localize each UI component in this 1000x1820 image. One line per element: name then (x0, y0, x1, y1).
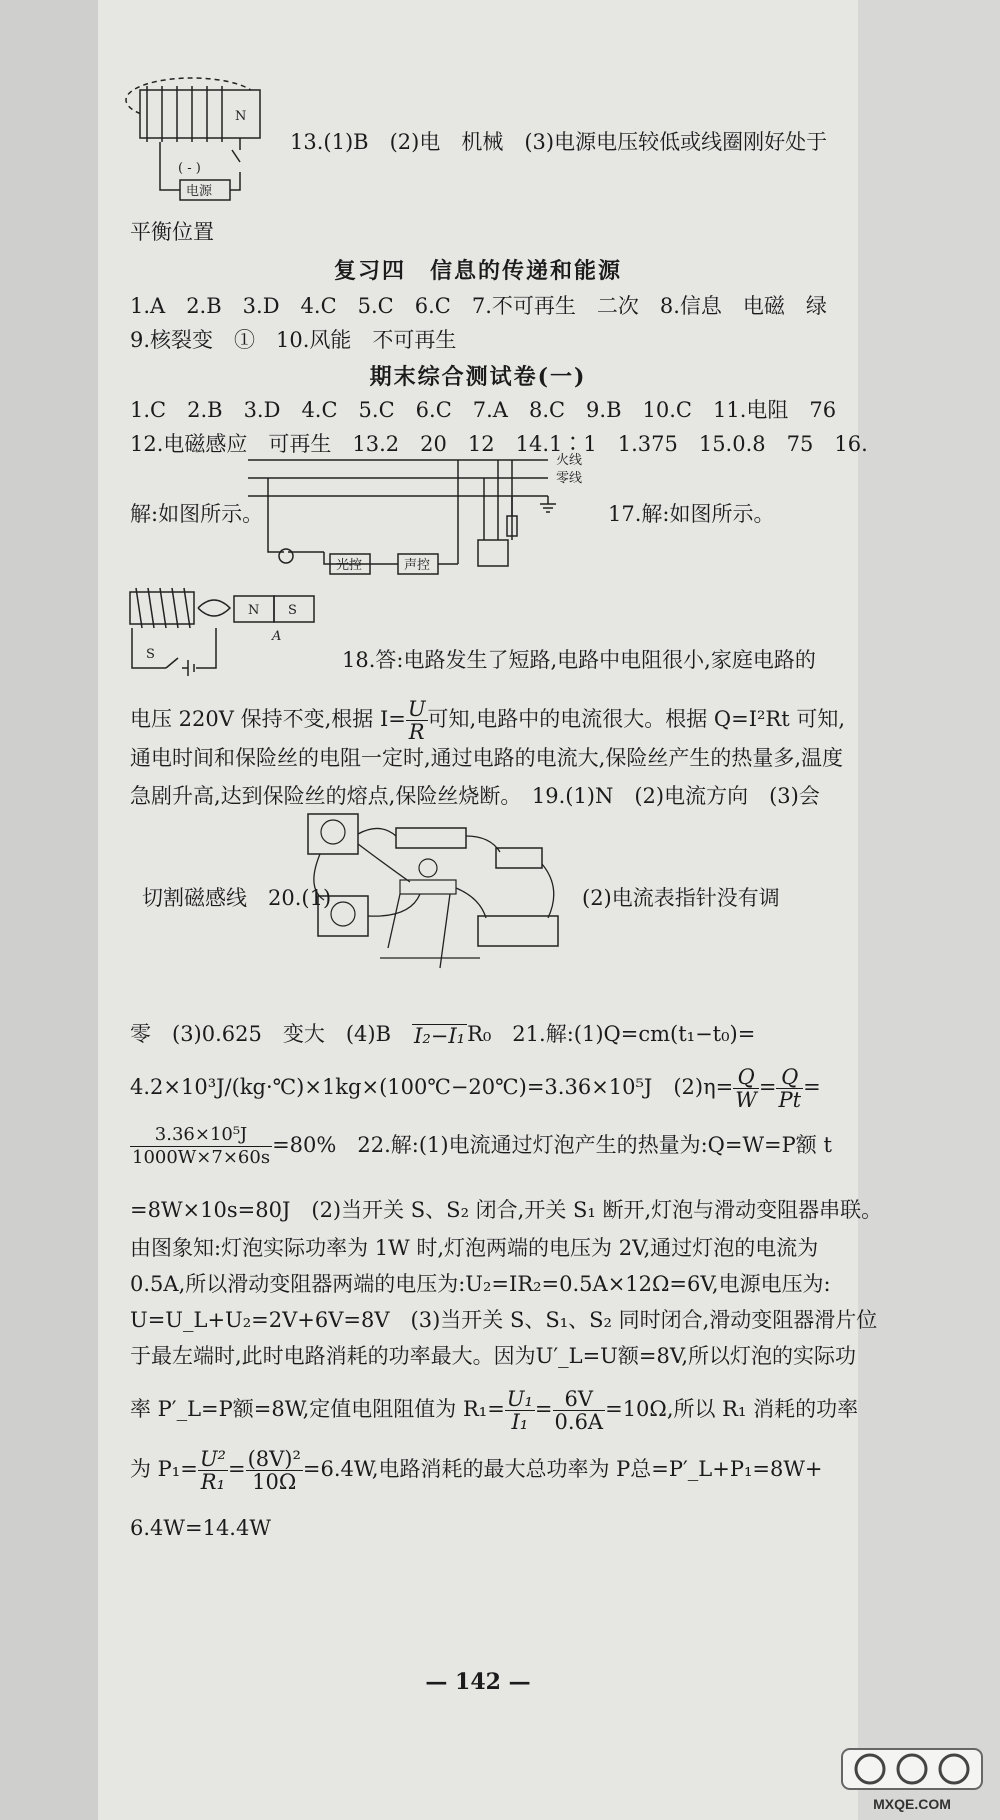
eta2-num: Q (776, 1066, 803, 1089)
page-number: — 142 — (425, 1669, 531, 1695)
answer-22-line-6: 于最左端时,此时电路消耗的功率最大。因为U′_L=U额=8V,所以灯泡的实际功 (130, 1344, 857, 1368)
answer-20-part-1: 切割磁感线 20.(1) (142, 886, 332, 910)
fig16-sound-control-label: 声控 (404, 558, 431, 573)
fig17-s-pole: S (288, 603, 297, 618)
r1-fraction-2 (553, 1388, 606, 1433)
answer-21-text-a: R₀ 21.解:(1)Q=cm(t₁−t₀)= (467, 1022, 756, 1046)
fig17-switch-label: S (146, 647, 155, 662)
ohm-fraction (406, 698, 428, 743)
fig17-point-a: A (272, 629, 282, 644)
answer-22-line-3: 由图象知:灯泡实际功率为 1W 时,灯泡两端的电压为 2V,通过灯泡的电流为 (130, 1236, 819, 1260)
answer-18-text-b: 可知,电路中的电流很大。根据 Q=I²Rt 可知, (427, 707, 846, 731)
answer-13: 13.(1)B (2)电 机械 (3)电源电压较低或线圈刚好处于 (290, 130, 828, 154)
ohm-den: R (408, 720, 425, 744)
fig16-live-wire-label: 火线 (556, 453, 583, 468)
r1a-num: U₁ (506, 1387, 533, 1411)
fig16-neutral-wire-label: 零线 (556, 471, 583, 486)
answer-22-eq-1: = (534, 1397, 553, 1421)
answer-18-line-2 (130, 698, 845, 743)
figure-13-electromagnet (122, 72, 272, 212)
p1-fraction-1 (198, 1448, 228, 1493)
section-title-review-4: 复习四 信息的传递和能源 (333, 258, 622, 284)
p1b-num: (8V)² (247, 1447, 301, 1471)
answer-21-line-3 (130, 1124, 832, 1169)
final-answers-2: 12.电磁感应 可再生 13.2 20 12 14.1∶1 1.375 15.0.8 75 16. (130, 432, 868, 456)
p1a-num: U² (199, 1447, 226, 1471)
answer-19: 急剧升高,达到保险丝的熔点,保险丝烧断。 19.(1)N (2)电流方向 (3)会 (130, 784, 820, 808)
answer-22-line-2: =8W×10s=80J (2)当开关 S、S₂ 闭合,开关 S₁ 断开,灯泡与滑动变阻器串联。 (130, 1198, 883, 1222)
calc-num: 3.36×10⁵J (130, 1124, 272, 1147)
eta1-num: Q (733, 1066, 759, 1089)
answer-21-line-2: 4.2×10³J/(kg·℃)×1kg×(100℃−20℃)=3.36×10⁵J (2)η= $\frac{Q}{W}$ = $\frac{Q}{Pt}$ = (130, 1065, 821, 1112)
answer-20-text-a: 零 (3)0.625 变大 (4)B (130, 1022, 413, 1046)
watermark-text: MXQE.COM (873, 1796, 951, 1812)
answer-13-cont: 平衡位置 (130, 220, 214, 244)
figure-20-experiment-circuit (300, 808, 560, 988)
r1b-den: 0.6A (554, 1410, 604, 1434)
answer-22-line-7 (130, 1388, 858, 1433)
fig13-source-label: 电源 (186, 184, 213, 199)
answer-22-line-9: 6.4W=14.4W (130, 1516, 271, 1540)
figure-17-solenoid-magnet (126, 582, 326, 682)
eta-fraction-1 (733, 1066, 759, 1111)
answer-22-line-5: U=U_L+U₂=2V+6V=8V (3)当开关 S、S₁、S₂ 同时闭合,滑动变阻器滑片位 (130, 1308, 878, 1332)
answer-20-part-2: (2)电流表指针没有调 (582, 886, 780, 910)
answer-16-solution: 解:如图所示。 (130, 502, 264, 526)
p1b-den: 10Ω (252, 1470, 297, 1494)
fig13-polarity: ( - ) (178, 161, 201, 176)
r1b-num: 6V (553, 1388, 606, 1411)
figure-16-household-circuit (248, 452, 583, 582)
calc-den: 1000W×7×60s (132, 1147, 271, 1168)
page-edge (0, 0, 98, 1820)
answer-18-line-3: 通电时间和保险丝的电阻一定时,通过电路的电流大,保险丝产生的热量多,温度 (130, 746, 844, 770)
section-title-final-test-1: 期末综合测试卷(一) (369, 364, 587, 390)
fig16-light-control-label: 光控 (336, 558, 363, 573)
answer-18-line-1: 18.答:电路发生了短路,电路中电阻很小,家庭电路的 (342, 648, 816, 672)
answer-22-start: =80% 22.解:(1)电流通过灯泡产生的热量为:Q=W=P额 t (272, 1133, 832, 1157)
r1-fraction-1 (505, 1388, 535, 1433)
final-answers-1: 1.C 2.B 3.D 4.C 5.C 6.C 7.A 8.C 9.B 10.C 11.电阻 76 (130, 398, 837, 422)
answer-22-line-8 (130, 1448, 823, 1493)
eta-fraction-2 (776, 1066, 803, 1111)
answer-18-text-a: 电压 220V 保持不变,根据 I= (130, 707, 406, 731)
answer-20-line-2 (130, 1020, 755, 1048)
answer-22-text-p1: 为 P₁= (130, 1457, 198, 1481)
r0-den: I₂−I₁ (414, 1024, 466, 1048)
fig13-n-label: N (235, 109, 247, 124)
ohm-num: U (407, 697, 426, 721)
efficiency-calc-fraction (130, 1124, 272, 1169)
answer-22-eq-2: = (227, 1457, 246, 1481)
eta2-den: Pt (778, 1088, 802, 1112)
answer-22-text-r1: 率 P′_L=P额=8W,定值电阻阻值为 R₁= (130, 1397, 505, 1421)
review4-answers-1: 1.A 2.B 3.D 4.C 5.C 6.C 7.不可再生 二次 8.信息 电磁 绿 (130, 294, 827, 318)
fig17-n-pole: N (248, 603, 260, 618)
answer-22-text-r1-b: =10Ω,所以 R₁ 消耗的功率 (605, 1397, 859, 1421)
answer-17-solution: 17.解:如图所示。 (608, 502, 775, 526)
answer-22-line-4: 0.5A,所以滑动变阻器两端的电压为:U₂=IR₂=0.5A×12Ω=6V,电源电压为: (130, 1272, 831, 1296)
answer-22-text-p1-b: =6.4W,电路消耗的最大总功率为 P总=P′_L+P₁=8W+ (302, 1457, 823, 1481)
p1-fraction-2 (246, 1448, 303, 1493)
answer-21-text-b: 4.2×10³J/(kg·℃)×1kg×(100℃−20℃)=3.36×10⁵J (2)η= (130, 1075, 734, 1099)
review4-answers-2: 9.核裂变 ① 10.风能 不可再生 (130, 328, 457, 352)
p1a-den: R₁ (200, 1470, 225, 1494)
r1a-den: I₁ (511, 1410, 529, 1434)
eta1-den: W (735, 1088, 757, 1112)
r0-fraction (412, 1024, 467, 1047)
watermark-logo (840, 1745, 990, 1815)
